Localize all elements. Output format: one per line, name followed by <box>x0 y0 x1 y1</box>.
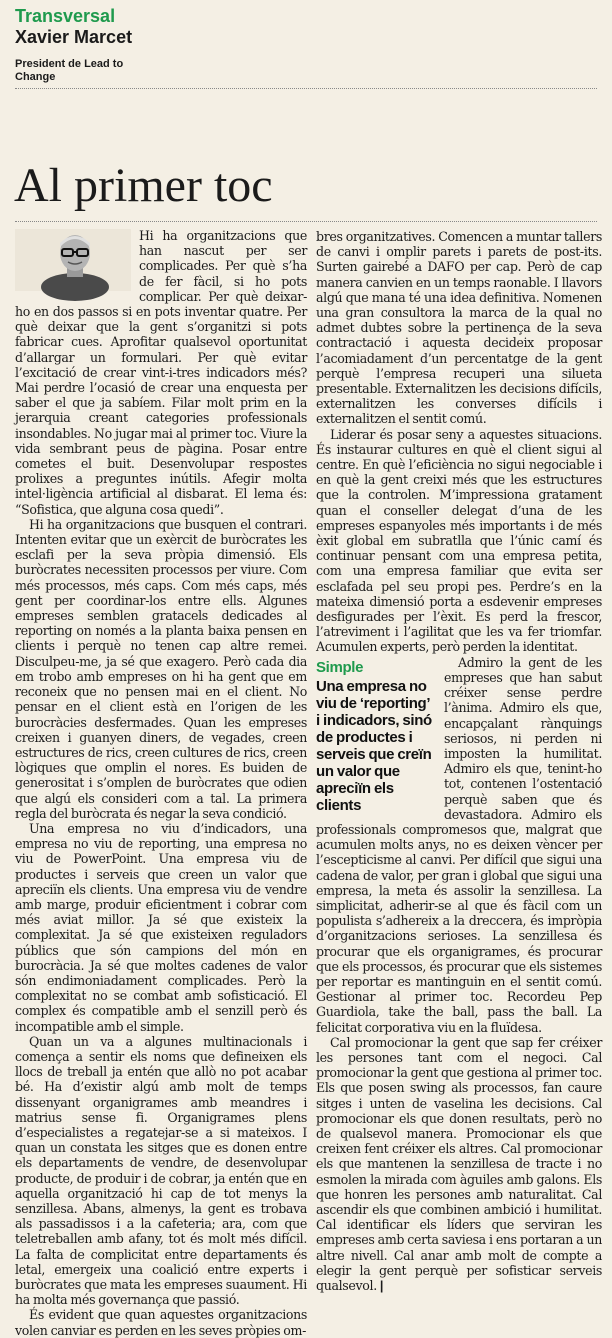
headline-divider <box>15 221 597 222</box>
paragraph: Hi ha organitzacions que han nascut per ser complicades. Per què s’ha de fer fàcil, si ho pots complicar. Per què deixar-ho en dos passos si en pots inventar quatre. Per què deixar que la gent s’organitzi si pots fabricar cues. Aprofitar qualsevol oportunitat d’allargar un formulari. Per què evitar l’excitació de crear vint-i-tres indicadors més? Mai perdre l’ocasió de crear una enquesta per saber el que ja sabíem. Filar molt prim en la jerarquia creant categories professionals insondables. No jugar mai al primer toc. Viure la vida sembrant peus de pàgina. Posar entre cometes el buit. Desenvolupar respostes prolixes a preguntes inútils. Afegir molta intel·ligència artificial al disbarat. El lema és: “Sofistica, que alguna cosa quedi”. <box>15 228 307 517</box>
author-portrait <box>15 229 131 291</box>
paragraph: bres organitzatives. Comencen a muntar tallers de canvi i omplir parets i parets de post-its. Surten gairebé a DAFO per cap. Però de cap manera canvien en un temps raonable. I llavors algú que mana té una idea definitiva. Nomenen una gran consultora la marca de la qual no admet dubtes sobre la pertinença de la seva contractació i aquesta decideix proposar l’acomiadament d’un percentatge de la gent perquè l’empresa recuperi una silueta presentable. Externalitzen les decisions difícils, externalitzen les converses difícils i externalitzen el sentit comú. <box>316 229 602 427</box>
paragraph: Hi ha organitzacions que busquen el contrari. Intenten evitar que un exèrcit de buròcrates les esclafi per la seva pròpia dimensió. Els buròcrates necessiten processos per viure. Com més processos, més caps. Com més caps, més gent per coordinar-los entre ells. Algunes empreses semblen gratacels dedicades al reporting on només a la planta baixa pensen en clients i perquè no tenen cap altre remei. Disculpeu-me, ja sé que exagero. Però cada dia em trobo amb empreses on hi ha gent que em reconeix que no pensen mai en el client. No pensar en el client està en l’origen de les burocràcies desfermades. Quan les empreses creixen i guanyen diners, de vegades, creen estructures de rics, creen cultures de rics, creen lògiques que omplin el nores. Es buiden de generositat i s’omplen de buròcrates que odien que algú els consideri com a tal. La primera regla del buròcrata és negar la seva condició. <box>15 516 307 821</box>
author-name: Xavier Marcet <box>15 27 133 47</box>
paragraph: Admiro la gent de les empreses que han sabut créixer sense perdre l’ànima. Admiro els que, encapçalant rànquings seriosos, ni perden ni imposten la humilitat. Admiro els que, tenint-ho tot, contenen l’ostentació perquè saben que és devastadora. Admiro els professionals compromesos que, malgrat que acumulen molts anys, no es deixen vèncer per l’escepticisme al canvi. Per difícil que sigui una cadena de valor, per gran i global que sigui una empresa, la meta és assolir la senzillesa. La simplicitat, adherir-se al que és fàcil com un populista s’adhereix a la dreccera, és impròpia d’organitzacions serioses. La senzillesa és procurar que els organigrames, és procurar que els processos, és procurar que els sistemes per reportar es mantinguin en el sentit comú. Gestionar al primer toc. Recordeu Pep Guardiola, take the ball, pass the ball. La felicitat corporativa viu en la fluïdesa. <box>316 654 602 1035</box>
paragraph <box>316 1035 602 1294</box>
paragraph: És evident que quan aquestes organitzacions volen canviar es perden en les seves pròpies om- <box>15 1307 307 1338</box>
pull-quote <box>316 659 434 814</box>
paragraph: Una empresa no viu d’indicadors, una empresa no viu de reporting, una empresa no viu de PowerPoint. Una empresa viu de productes i serveis que creen un valor que apreciïn els clients. Una empresa viu de vendre amb marge, produir eficientment i cobrar com més aviat millor. Ja sé que existeix la complexitat. Ja sé que existeixen reguladors públics que són campions del món en burocràcia. Ja sé que moltes cadenes de valor són endimoniadament complicades. Però la complexitat no se combat amb sofisticació. El complex és compatible amb el senzill però és incompatible amb el simple. <box>15 820 307 1034</box>
final-paragraph-text: Cal promocionar la gent que sap fer créixer les persones tant com el negoci. Cal promocionar la gent que gestiona al primer toc. Els que posen swing als processos, fan caure sitges i unten de vaselina les decisions. Cal promocionar els que donen resultats, però no de qualsevol manera. Promocionar els que creixen fent créixer els altres. Cal promocionar els que mantenen la senzillesa de tracte i no esmolen la mirada com àguiles amb galons. Els que honren les persones amb naturalitat. Cal ascendir els que combinen ambició i humilitat. Cal identificar els líders que serviran les empreses amb certa saviesa i ens portaran a un altre nivell. Cal anar amb molt de compte a elegir la gent perquè per sofisticar serveis qualsevol. <box>316 1034 602 1294</box>
headline: Al primer toc <box>14 159 273 212</box>
section-label: Transversal <box>15 6 116 26</box>
paragraph: Liderar és posar seny a aquestes situacions. És instaurar cultures en què el client sigui al centre. En què l’eficiència no sigui negociable i en què la gent creixi més que les estructures que la controlen. M’impressiona gratament quan el conseller delegat d’una de les empreses espanyoles més importants i de més èxit global em subratlla que l’únic camí és continuar pensant com una empresa petita, com una empresa familiar que evita ser esclafada pel seu propi pes. Perdre’s en la mateixa dimensió porta a esdevenir empreses desfigurades per l’èxit. Es perd la frescor, l’atreviment i l’agilitat que les va fer triomfar. Acumulen experts, però perden la identitat. <box>316 426 602 655</box>
end-mark: | <box>379 1279 384 1294</box>
paragraph: Quan un va a algunes multinacionals i comença a sentir els noms que defineixen els llocs de treball ja entén que allò no pot acabar bé. Ha d’existir algú amb molt de temps dissenyant organigrames amb meandres i matrius sense fi. Organigrames plens d’especialistes a regatejar-se a si mateixos. I quan un constata les sitges que es donen entre els departaments de vendre, de desenvolupar producte, de produir i de cobrar, ja entén que en aquella organització hi cap de tot menys la senzillesa. Abans, almenys, la gent es trobava als passadissos i a la cafeteria; ara, com que teletreballen amb afany, tot és molt més difícil. La falta de complicitat entre departaments és letal, emergeix una coalició entre experts i buròcrates que mata les empreses suaument. Hi ha molta més governança que passió. <box>15 1033 307 1308</box>
article-column-1 <box>15 228 307 1338</box>
author-role: President de Lead to Change <box>15 58 124 83</box>
article-column-2 <box>316 229 602 1294</box>
pull-quote-tag: Simple <box>316 658 364 676</box>
top-divider <box>15 88 597 89</box>
author-portrait-image <box>15 229 131 291</box>
pull-quote-text: Una empresa no viu de ‘reporting’ i indicadors, sinó de productes i serveis que creïn un valor que apreciïn els clients <box>316 677 432 814</box>
